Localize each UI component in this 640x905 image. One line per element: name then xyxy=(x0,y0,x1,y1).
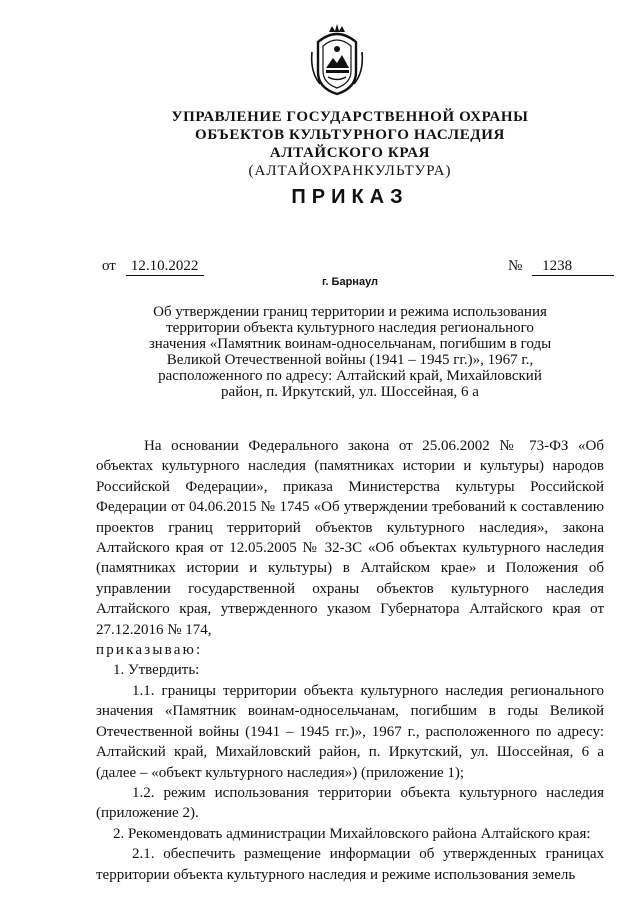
document-number xyxy=(508,258,614,276)
org-name-line-3: АЛТАЙСКОГО КРАЯ xyxy=(269,145,431,161)
order-word: приказываю: xyxy=(96,642,203,659)
subject-line: Великой Отечественной войны (1941 – 1945 гг.)», 1967 г., xyxy=(166,352,534,368)
item-2: 2. Рекомендовать администрации Михайловского района Алтайского края: xyxy=(113,825,591,842)
org-short-name: (АЛТАЙОХРАНКУЛЬТУРА) xyxy=(248,163,452,179)
org-name-line-1: УПРАВЛЕНИЕ ГОСУДАРСТВЕННОЙ ОХРАНЫ xyxy=(171,109,529,125)
item-1-1: 1.1. границы территории объекта культурного наследия регионального значения «Памятник воинам-односельчанам, погибшим в годы Великой Отечественной войны (1941 – 1945 гг.)», 1967 г., расположенного по адресу: Алтайский край, Михайловский район, п. Иркутский, ул. Шоссейная, 6 а (далее – «объект культурного наследия») (приложение 1); xyxy=(96,682,604,781)
item-1-2: 1.2. режим использования территории объекта культурного наследия (приложение 2). xyxy=(96,784,604,822)
preamble-paragraph: На основании Федерального закона от 25.06.2002 № 73-ФЗ «Об объектах культурного наследия (памятниках истории и культуры) народов Российской Федерации», приказа Министерства культуры Российской Федерации от 04.06.2015 № 1745 «Об утверждении требований к составлению проектов границ территорий объектов культурного наследия», закона Алтайского края от 12.05.2005 № 32-ЗС «Об объектах культурного наследия (памятниках истории и культуры) в Алтайском крае» и Положения об управлении государственной охраны объектов культурного наследия Алтайского края, утвержденного указом Губернатора Алтайского края от 27.12.2016 № 174, xyxy=(96,438,604,638)
document-body xyxy=(96,436,604,885)
document-date xyxy=(102,258,204,276)
item-2-1: 2.1. обеспечить размещение информации об утвержденных границах территории объекта культурного наследия и режиме использования земель xyxy=(96,846,604,883)
document-type-title: ПРИКАЗ xyxy=(291,186,409,208)
number-value: 1238 xyxy=(532,258,614,276)
altai-krai-coat-of-arms-icon xyxy=(308,22,366,96)
item-1: 1. Утвердить: xyxy=(113,662,200,679)
subject-line: расположенного по адресу: Алтайский край, Михайловский xyxy=(158,368,542,384)
document-subject xyxy=(138,304,562,400)
subject-line: значения «Памятник воинам-односельчанам, погибшим в годы xyxy=(148,336,552,352)
subject-line: район, п. Иркутский, ул. Шоссейная, 6 а xyxy=(221,384,479,400)
number-prefix: № xyxy=(508,258,523,274)
subject-line: территории объекта культурного наследия регионального xyxy=(166,320,534,336)
date-prefix: от xyxy=(102,258,116,274)
subject-line: Об утверждении границ территории и режима использования xyxy=(153,304,547,320)
date-value: 12.10.2022 xyxy=(126,258,204,276)
document-city: г. Барнаул xyxy=(321,276,379,288)
org-name-line-2: ОБЪЕКТОВ КУЛЬТУРНОГО НАСЛЕДИЯ xyxy=(195,127,505,143)
